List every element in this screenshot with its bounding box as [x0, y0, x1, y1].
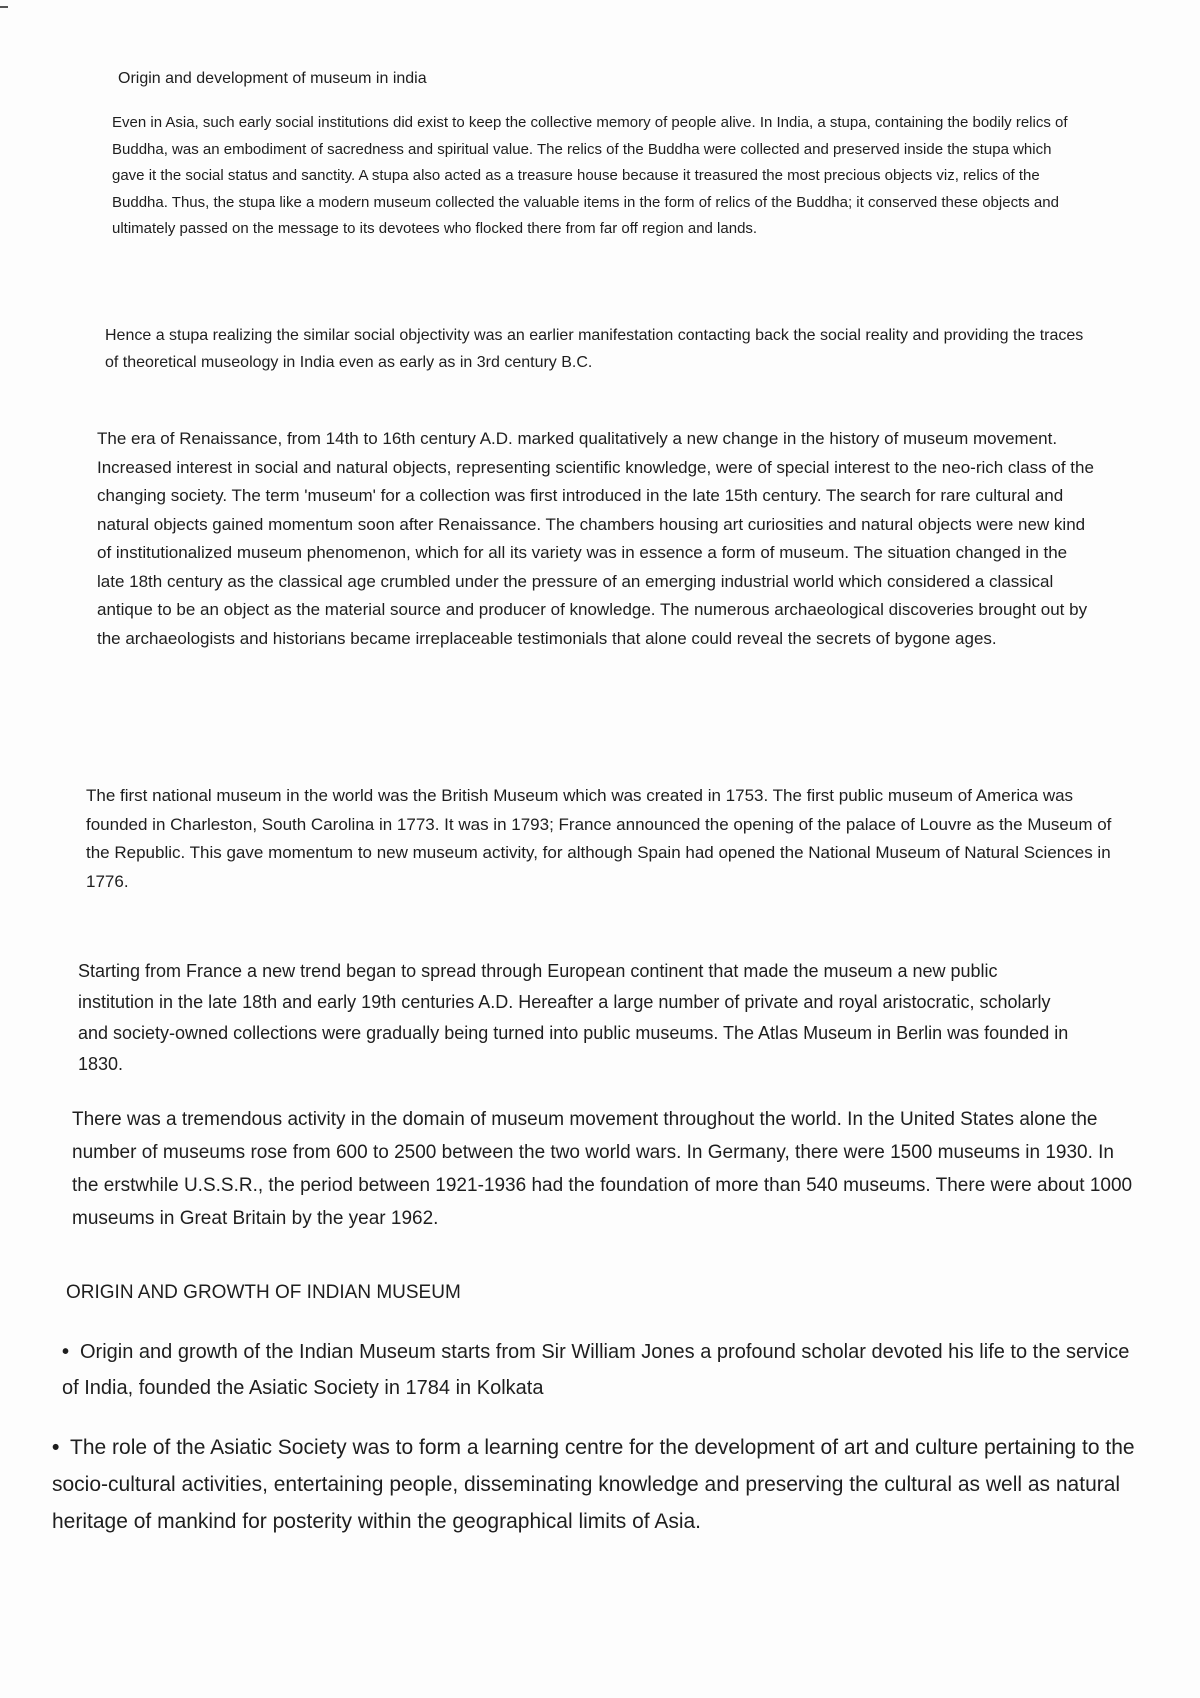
scan-corner-mark [0, 6, 8, 8]
document-title: Origin and development of museum in india [118, 70, 427, 87]
bullet-text: The role of the Asiatic Society was to form a learning centre for the development of art and culture pertaining to the socio-cultural activities, entertaining people, disseminating knowledge and preserving the cultural as well as natural heritage of mankind for posterity within the geographical limits of Asia. [52, 1436, 1135, 1533]
paragraph-renaissance: The era of Renaissance, from 14th to 16th century A.D. marked qualitatively a new change in the history of museum movement. Increased interest in social and natural objects, representing scientific knowledge, were of special interest to the neo-rich class of the changing society. The term 'museum' for a collection was first introduced in the late 15th century. The search for rare cultural and natural objects gained momentum soon after Renaissance. The chambers housing art curiosities and natural objects were new kind of institutionalized museum phenomenon, which for all its variety was in essence a form of museum. The situation changed in the late 18th century as the classical age crumbled under the pressure of an emerging industrial world which considered a classical antique to be an object as the material source and producer of knowledge. The numerous archaeological discoveries brought out by the archaeologists and historians became irreplaceable testimonials that alone could reveal the secrets of bygone ages. [97, 429, 1094, 648]
bullet-item [52, 1429, 1152, 1540]
paragraph-stupa: Even in Asia, such early social institutions did exist to keep the collective memory of people alive. In India, a stupa, containing the bodily relics of Buddha, was an embodiment of sacredness and spiritual value. The relics of the Buddha were collected and preserved inside the stupa which gave it the social status and sanctity. A stupa also acted as a treasure house because it treasured the most precious objects viz, relics of the Buddha. Thus, the stupa like a modern museum collected the valuable items in the form of relics of the Buddha; it conserved these objects and ultimately passed on the message to its devotees who flocked there from far off region and lands. [112, 114, 1068, 237]
bullet-point: • [62, 1341, 70, 1363]
section-heading: ORIGIN AND GROWTH OF INDIAN MUSEUM [66, 1282, 461, 1303]
bullet-item [62, 1334, 1142, 1406]
paragraph-museum-movement: There was a tremendous activity in the domain of museum movement throughout the world. In the United States alone the number of museums rose from 600 to 2500 between the two world wars. In Germany, there were 1500 museums in 1930. In the erstwhile U.S.S.R., the period between 1921-1936 had the foundation of more than 540 museums. There were about 1000 museums in Great Britain by the year 1962. [72, 1109, 1133, 1229]
bullet-point: • [52, 1436, 60, 1459]
bullet-text: Origin and growth of the Indian Museum starts from Sir William Jones a profound scholar devoted his life to the service of India, founded the Asiatic Society in 1784 in Kolkata [62, 1341, 1130, 1399]
paragraph-france-trend: Starting from France a new trend began to spread through European continent that made the museum a new public institution in the late 18th and early 19th centuries A.D. Hereafter a large number of private and royal aristocratic, scholarly and society-owned collections were gradually being turned into public museums. The Atlas Museum in Berlin was founded in 1830. [78, 961, 1069, 1074]
paragraph-stupa-objectivity: Hence a stupa realizing the similar social objectivity was an earlier manifestation contacting back the social reality and providing the traces of theoretical museology in India even as early as in 3rd century B.C. [105, 327, 1084, 371]
paragraph-first-national-museum: The first national museum in the world was the British Museum which was created in 1753. The first public museum of America was founded in Charleston, South Carolina in 1773. It was in 1793; France announced the opening of the palace of Louvre as the Museum of the Republic. This gave momentum to new museum activity, for although Spain had opened the National Museum of Natural Sciences in 1776. [86, 786, 1112, 891]
